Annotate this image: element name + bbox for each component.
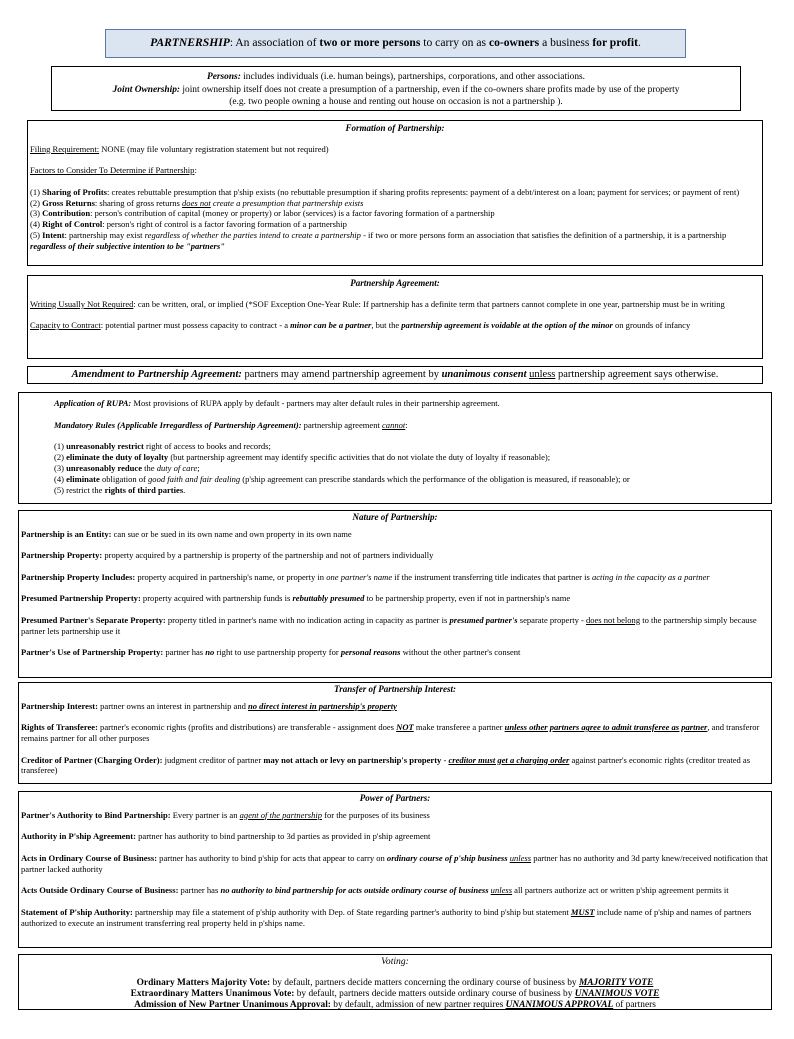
factor-right-of-control: (4) Right of Control: person's right of control is a factor favoring formation of a partnership (30, 219, 347, 230)
capacity-to-contract: Capacity to Contract: potential partner must possess capacity to contract - a minor can be a partner, but the partnership agreement is voidable at the option of the minor on grounds of infancy (30, 320, 691, 331)
ordinary-course: Acts in Ordinary Course of Business: partner has authority to bind p'ship for acts that appear to carry on ordinary course of p'ship business unless partner has no authority and 3d party knew/received notification that partner lacked authority (21, 852, 768, 874)
formation-title: Formation of Partnership: (345, 123, 445, 133)
unanimous-vote: Extraordinary Matters Unanimous Vote: by default, partners decide matters outside ordinary course of business by UNANIMOUS VOTE (130, 988, 660, 999)
factors-heading: Factors to Consider To Determine if Partnership: (30, 165, 197, 176)
mandatory-rules: Mandatory Rules (Applicable Irregardless of Partnership Agreement): partnership agreement cannot: (54, 419, 408, 430)
factor-sharing-profits: (1) Sharing of Profits: creates rebuttable presumption that p'ship exists (no rebuttable presumption if sharing profits represents: payment of a debt/interest on a loan; payment for services; or payment of rent) (30, 186, 740, 197)
writing-not-required: Writing Usually Not Required: can be written, oral, or implied (*SOF Exception One-Year Rule: If partnership has a definite term that partners cannot complete in one year, partnership must be in writing (30, 298, 725, 309)
authority-in-agreement: Authority in P'ship Agreement: partner has authority to bind partnership to 3d parties as provided in p'ship agreement (21, 831, 431, 842)
header-banner (105, 29, 686, 58)
transfer-title: Transfer of Partnership Interest: (334, 684, 456, 694)
property-includes: Partnership Property Includes: property acquired in partnership's name, or property in one partner's name if the instrument transferring title indicates that partner is acting in the capacity as a partner (21, 571, 710, 582)
voting-title: Voting: (381, 956, 409, 967)
majority-vote: Ordinary Matters Majority Vote: by default, partners decide matters concerning the ordinary course of business by MAJORITY VOTE (136, 977, 654, 988)
header-term: PARTNERSHIP (150, 36, 230, 50)
agreement-section (27, 275, 763, 359)
partnership-property: Partnership Property: property acquired by a partnership is property of the partnership and not of partners individually (21, 550, 434, 561)
partnership-interest: Partnership Interest: partner owns an interest in partnership and no direct interest in partnership's property (21, 700, 397, 711)
nature-title: Nature of Partnership: (352, 512, 438, 522)
factor-gross-returns: (2) Gross Returns: sharing of gross returns does not create a presumption that partnership exists (30, 197, 364, 208)
power-title: Power of Partners: (359, 793, 431, 803)
rule-good-faith: (4) eliminate obligation of good faith and fair dealing (p'ship agreement can prescribe standards which the performance of the obligation is measured, if reasonable); or (54, 473, 630, 484)
joint-ownership-example: (e.g. two people owning a house and renting out house on occasion is not a partnership ). (229, 97, 563, 108)
header-text: PARTNERSHIP: An association of two or more persons to carry on as co-owners a business for profit. (150, 36, 641, 50)
agreement-title: Partnership Agreement: (350, 278, 440, 288)
filing-requirement: Filing Requirement: NONE (may file voluntary registration statement but not required) (30, 143, 329, 154)
statement-of-authority: Statement of P'ship Authority: partnership may file a statement of p'ship authority with Dep. of State regarding partner's authority to bind p'ship but statement MUST include name of p'ship and names of partners authorized to execute an instrument transferring real property held in p'ships name. (21, 906, 752, 928)
power-section (18, 791, 772, 948)
authority-to-bind: Partner's Authority to Bind Partnership: Every partner is an agent of the partnership for the purposes of its business (21, 809, 430, 820)
factor-contribution: (3) Contribution: person's contribution of capital (money or property) or labor (services) is a factor favoring formation of a partnership (30, 208, 495, 219)
rights-of-transferee: Rights of Transferee: partner's economic rights (profits and distributions) are transferable - assignment does NOT make transferee a partner unless other partners agree to admit transferee as partner, and transferor remains partner for all other purposes (21, 722, 760, 743)
persons-definition: Persons: includes individuals (i.e. human beings), partnerships, corporations, and other associations. (206, 72, 586, 82)
entity: Partnership is an Entity: can sue or be sued in its own name and own property in its own name (21, 528, 352, 539)
nature-section (18, 510, 772, 678)
joint-ownership-definition: Joint Ownership: joint ownership itself does not create a presumption of a partnership, even if the co-owners share profits made by use of the property (112, 84, 680, 95)
rule-duty-of-care: (3) unreasonably reduce the duty of care; (54, 462, 200, 473)
presumed-partnership-property: Presumed Partnership Property: property acquired with partnership funds is rebuttably presumed to be partnership property, even if not in partnership's name (21, 593, 571, 604)
application-of-rupa: Application of RUPA: Most provisions of RUPA apply by default - partners may alter default rules in their partnership agreement. (54, 398, 500, 408)
formation-section (27, 120, 763, 266)
creditor-charging-order: Creditor of Partner (Charging Order): judgment creditor of partner may not attach or levy on partnership's property - creditor must get a charging order against partner's economic rights (creditor treated as transferee) (21, 754, 751, 776)
definitions-box (51, 66, 741, 111)
separate-property: Presumed Partner's Separate Property: property titled in partner's name with no indication acting in capacity as partner is presumed partner's separate property - does not belong to the partnership simply because partner lets partnership use it (21, 614, 757, 636)
rule-books-records: (1) unreasonably restrict right of access to books and records; (54, 441, 271, 452)
new-partner-approval: Admission of New Partner Unanimous Approval: by default, admission of new partner requires UNANIMOUS APPROVAL of partners (134, 1000, 656, 1011)
transfer-section (18, 682, 772, 784)
rule-duty-of-loyalty: (2) eliminate the duty of loyalty (but partnership agreement may identify specific activities that do not violate the duty of loyalty if reasonable); (54, 452, 551, 462)
rupa-section (18, 392, 772, 504)
outside-ordinary-course: Acts Outside Ordinary Course of Business: partner has no authority to bind partnership for acts outside ordinary course of business unless all partners authorize act or written p'ship agreement permits it (21, 885, 729, 896)
amendment-box: Amendment to Partnership Agreement: partners may amend partnership agreement by unanimous consent unless partnership agreement says otherwise. (27, 366, 763, 384)
rule-third-parties: (5) restrict the rights of third parties. (54, 484, 186, 495)
voting-section (18, 954, 772, 1010)
factor-intent: (5) Intent: partnership may exist regardless of whether the parties intend to create a partnership - if two or more persons form an association that satisfies the definition of a partnership, it is a partnership regardless of their subjective intention to be "partners" (30, 230, 727, 252)
use-of-property: Partner's Use of Partnership Property: partner has no right to use partnership property for personal reasons without the other partner's consent (21, 647, 521, 658)
